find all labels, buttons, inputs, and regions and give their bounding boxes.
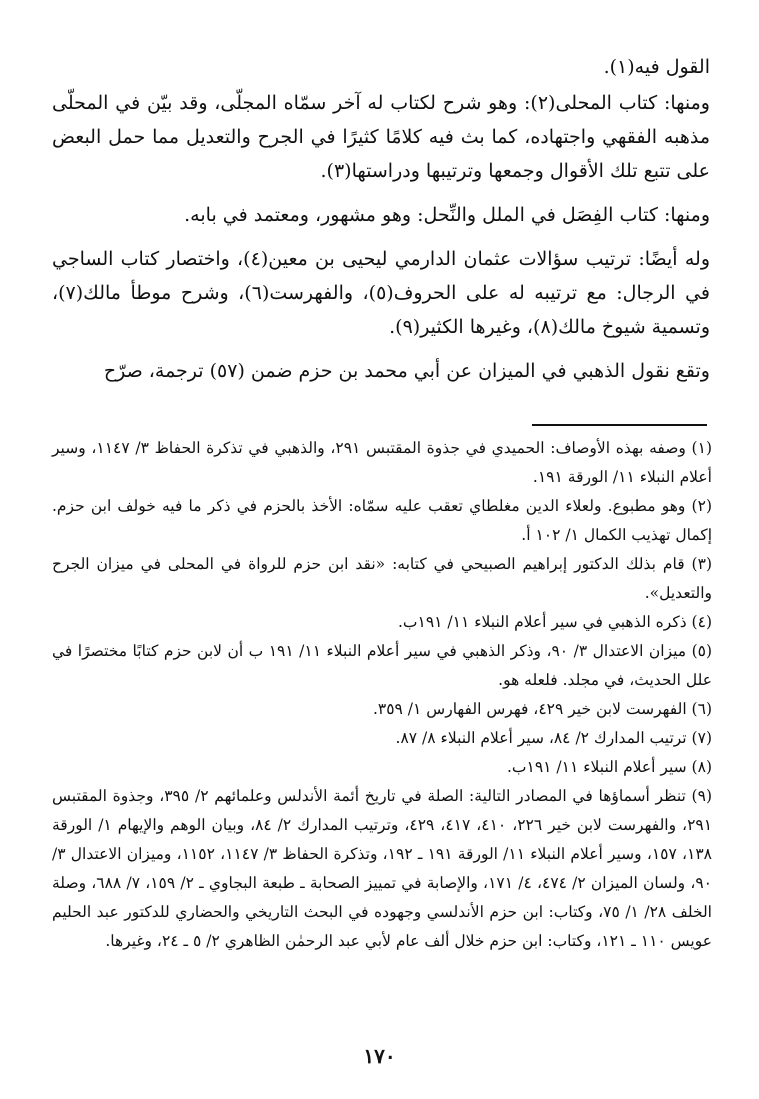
page-number: ١٧٠ [363,1044,396,1068]
footnote-3: (٣) قام بذلك الدكتور إبراهيم الصبيحي في كتابه: «نقد ابن حزم للرواة في المحلى في ميزان الجرح والتعديل». [52,555,712,602]
main-text-block [52,50,710,398]
paragraph-other-works: وله أيضًا: ترتيب سؤالات عثمان الدارمي ليحيى بن معين(٤)، واختصار كتاب الساجي في الرجال: مع ترتيبه له على الحروف(٥)، والفهرست(٦)، وشرح موطأ مالك(٧)، وتسمية شيوخ مالك(٨)، وغيرها الكثير(٩). [52,248,710,338]
paragraph-muhalla: ومنها: كتاب المحلى(٢): وهو شرح لكتاب له آخر سمّاه المجلّى، وقد بيّن في المحلّى مذهبه الفقهي واجتهاده، كما بث فيه كلامًا كثيرًا في الجرح والتعديل مما حمل البعض على تتبع تلك الأقوال وجمعها وترتيبها ودراستها(٣). [52,92,710,182]
footnote-6: (٦) الفهرست لابن خير ٤٢٩، فهرس الفهارس ١/ ٣٥٩. [372,700,712,718]
footnote-4: (٤) ذكره الذهبي في سير أعلام النبلاء ١١/ ١٩١ب. [397,613,712,631]
footnote-8: (٨) سير أعلام النبلاء ١١/ ١٩١ب. [506,758,712,776]
footnote-5: (٥) ميزان الاعتدال ٣/ ٩٠، وذكر الذهبي في سير أعلام النبلاء ١١/ ١٩١ ب أن لابن حزم كتابًا مختصرًا في علل الحديث، في مجلد. فلعله هو. [52,642,713,689]
paragraph-continuation: القول فيه(١). [603,56,710,78]
paragraph-mizan-quotes: وتقع نقول الذهبي في الميزان عن أبي محمد بن حزم ضمن (٥٧) ترجمة، صرّح [103,360,710,382]
footnote-7: (٧) ترتيب المدارك ٢/ ٨٤، سير أعلام النبلاء ٨/ ٨٧. [395,729,712,747]
footnote-2: (٢) وهو مطبوع. ولعلاء الدين مغلطاي تعقب عليه سمّاه: الأخذ بالحزم في ذكر ما فيه خولف ابن حزم. إكمال تهذيب الكمال ١/ ١٠٢ أ. [52,497,712,544]
footnote-divider [532,424,707,426]
footnotes-block [52,434,712,956]
paragraph-fisal: ومنها: كتاب الفِصَل في الملل والنِّحل: وهو مشهور، ومعتمد في بابه. [184,204,710,226]
footnote-9: (٩) تنظر أسماؤها في المصادر التالية: الصلة في تاريخ أئمة الأندلس وعلمائهم ٢/ ٣٩٥، وجذوة المقتبس ٢٩١، والفهرست لابن خير ٢٢٦، ٤١٠، ٤١٧، ٤٢٩، وترتيب المدارك ٢/ ٨٤، وبيان الوهم والإيهام ١/ الورقة ١٣٨، ١٥٧، وسير أعلام النبلاء ١١/ الورقة ١٩١ ـ ١٩٢، وتذكرة الحفاظ ٣/ ١١٤٧، ١١٥٢، وميزان الاعتدال ٣/ ٩٠، ولسان الميزان ٢/ ٤٧٤، ٤/ ١٧١، والإصابة في تمييز الصحابة ـ طبعة البجاوي ـ ٢/ ١٥٩، ٧/ ٦٨٨، وصلة الخلف ٢٨/ ١/ ٧٥، وكتاب: ابن حزم الأندلسي وجهوده في البحث التاريخي والحضاري للدكتور عبد الحليم عويس ١١٠ ـ ١٢١، وكتاب: ابن حزم خلال ألف عام لأبي عبد الرحمٰن الظاهري ٢/ ٥ ـ ٢٤، وغيرها. [52,787,713,950]
footnote-1: (١) وصفه بهذه الأوصاف: الحميدي في جذوة المقتبس ٢٩١، والذهبي في تذكرة الحفاظ ٣/ ١١٤٧، وسير أعلام النبلاء ١١/ الورقة ١٩١. [52,439,712,486]
